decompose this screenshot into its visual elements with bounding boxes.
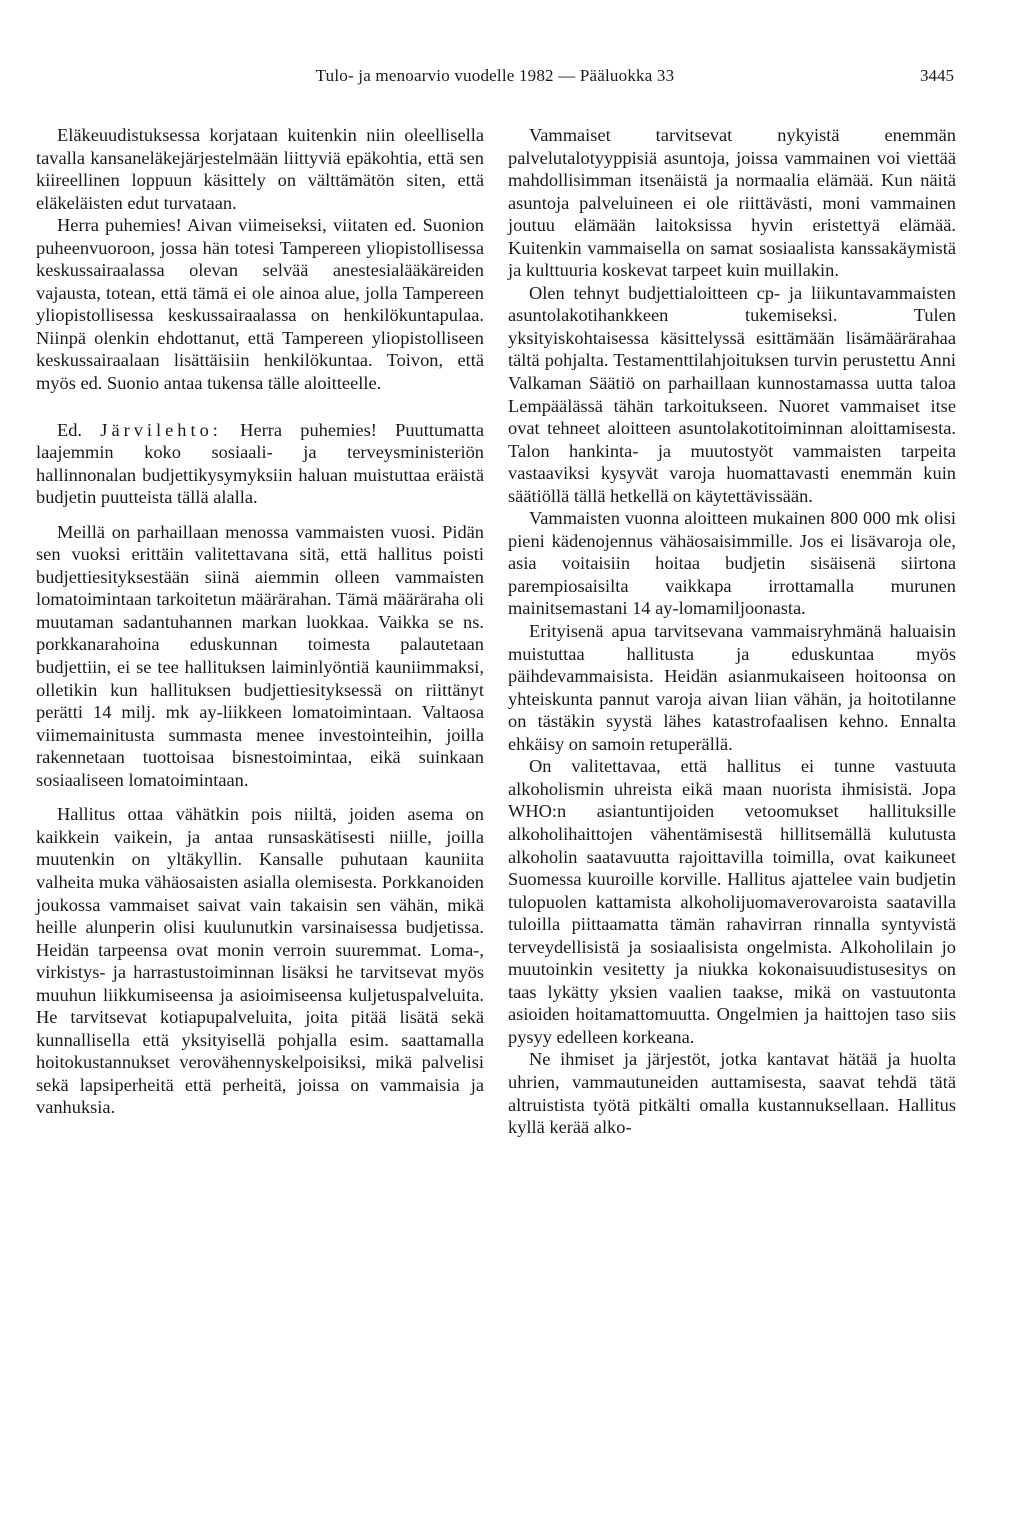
left-column <box>36 124 484 1119</box>
speaker-text: Herra puhemies! Puuttumatta laajemmin koko sosiaali- ja terveysministeriön hallinnonalan budjettikysymyksiin haluan muistuttaa eräistä budjetin puutteista tällä alalla. <box>36 419 484 508</box>
paragraph: On valitettavaa, että hallitus ei tunne vastuuta alkoholismin uhreista eikä maan nuorista ihmisistä. Jopa WHO:n asiantuntijoiden vetoomukset hallituksille alkoholihaittojen vähentämisestä hillitsemällä kulutusta alkoholin saatavuutta rajoittavilla toimilla, ovat kaikuneet Suomessa kuuroille korville. Hallitus ajattelee vain budjetin tulopuolen kattamista alkoholijuomaverovaroista saatavilla tuloilla piittaamatta tämän rahavirran rinnalla syntyvistä terveydellisistä ja sosiaalisista ongelmista. Alkoholilain jo muutoinkin vesitetty ja niukka kokonaisuudistusesitys on taas lykätty yksien vaalien taakse, mikä on vastuutonta asioiden hoitamattomuutta. Ongelmien ja haittojen taso siis pysyy edelleen korkeana. <box>508 756 956 1047</box>
paragraph: Olen tehnyt budjettialoitteen cp- ja liikuntavammaisten asuntolakotihankkeen tukemiseksi. Tulen yksityiskohtaisessa käsittelyssä esittämään lisämäärärahaa tältä pohjalta. Testamenttilahjoituksen turvin perustettu Anni Valkaman Säätiö on parhaillaan kunnostamassa uutta taloa Lempäälässä tähän tarkoitukseen. Nuoret vammaiset itse ovat tehneet aloitteen asuntolakotitoiminnan aloittamisesta. Talon hankinta- ja muutostyöt vammaisten tarpeita vastaaviksi kysyvät varoja huomattavasti enemmän kuin säätiöllä tällä hetkellä on käytettävissään. <box>508 282 956 506</box>
running-title: Tulo- ja menoarvio vuodelle 1982 — Pääluokka 33 <box>315 66 675 85</box>
paragraph: Ne ihmiset ja järjestöt, jotka kantavat hätää ja huolta uhrien, vammautuneiden auttamisesta, saavat tehdä tätä altruistista työtä pitkälti omalla kustannuksellaan. Hallitus kyllä kerää alko- <box>508 1049 956 1138</box>
page-number: 3445 <box>920 66 954 85</box>
page-header <box>36 66 954 88</box>
speaker-name: Järvilehto: <box>100 419 222 440</box>
speaker-paragraph <box>36 419 484 509</box>
paragraph: Meillä on parhaillaan menossa vammaisten vuosi. Pidän sen vuoksi erittäin valitettavana sitä, että hallitus poisti budjettiesityksestään siinä aiemmin olleen vammaisten lomatoimintaan tarkoitetun määrärahan. Tämä määräraha oli muutaman sadantuhannen markan luokkaa. Vaikka se ns. porkkanarahoina eduskunnan toimesta palautetaan budjettiin, ei se tee hallituksen laiminlyöntiä kauniimmaksi, olletikin kun hallituksen budjettiesityksessä on riittänyt perätti 14 milj. mk ay-liikkeen lomatoimintaan. Valtaosa viimemainitusta summasta menee investointeihin, joilla rakennetaan tuottoisaa bisnestoimintaa, eikä suinkaan sosiaaliseen lomatoimintaan. <box>36 521 484 790</box>
paragraph: Erityisenä apua tarvitsevana vammaisryhmänä haluaisin muistuttaa hallitusta ja eduskuntaa myös päihdevammaisista. Heidän asianmukaiseen hoitoonsa on yhteiskunta pannut varoja aivan liian vähän, ja hoitotilanne on tästäkin syystä lähes katastrofaalisen kehno. Ennalta ehkäisy on samoin retuperällä. <box>508 621 956 754</box>
paragraph: Herra puhemies! Aivan viimeiseksi, viitaten ed. Suonion puheenvuoroon, jossa hän totesi Tampereen yliopistollisessa keskussairaalassa olevan selvää anestesialääkäreiden vajausta, totean, että tämä ei ole ainoa alue, jolla Tampereen yliopistollisessa keskussairaalassa on henkilökuntapulaa. Niinpä olenkin ehdottanut, että Tampereen yliopistolliseen keskussairaalaan lisättäisiin henkilökuntaa. Toivon, että myös ed. Suonio antaa tukensa tälle aloitteelle. <box>36 215 484 394</box>
speaker-prefix: Ed. <box>57 419 83 440</box>
paragraph: Vammaisten vuonna aloitteen mukainen 800 000 mk olisi pieni kädenojennus vähäosaisimmille. Jos ei lisävaroja ole, asia voitaisiin hoitaa budjetin sisäisenä siirtona parempiosaisilta vaikkapa irrottamalla murunen mainitsemastani 14 ay-lomamiljoonasta. <box>508 508 956 619</box>
paragraph: Hallitus ottaa vähätkin pois niiltä, joiden asema on kaikkein vaikein, ja antaa runsaskätisesti niille, joilla muutenkin on yltäkyllin. Kansalle puhutaan kauniita valheita muka vähäosaisten asialla olemisesta. Porkkanoiden joukossa vammaiset saivat vain takaisin sen vähän, mikä heille alunperin olisi kuulunutkin varsinaisessa budjetissa. Heidän tarpeensa ovat monin verroin suuremmat. Loma-, virkistys- ja harrastustoiminnan lisäksi he tarvitsevat myös muuhun liikkumiseensa ja asioimiseensa kuljetuspalveluita. He tarvitsevat kotiapupalveluita, joita pitää lisätä sekä kunnallisella että yksityisellä pohjalla esim. saattamalla hoitokustannukset verovähennyskelpoisiksi, mikä palvelisi sekä lapsiperheitä että perheitä, joissa on vammaisia ja vanhuksia. <box>36 804 484 1118</box>
right-column <box>508 124 956 1139</box>
paragraph: Vammaiset tarvitsevat nykyistä enemmän palvelutalotyyppisiä asuntoja, joissa vammainen voi viettää mahdollisimman itsenäistä ja normaalia elämää. Kun näitä asuntoja palveluineen ei ole riittävästi, moni vammainen joutuu elämään laitoksissa hyvin eristettyä elämää. Kuitenkin vammaisella on samat sosiaalista kanssakäymistä ja kulttuuria koskevat tarpeet kuin muillakin. <box>508 125 956 281</box>
paragraph: Eläkeuudistuksessa korjataan kuitenkin niin oleellisella tavalla kansaneläkejärjestelmään liittyviä epäkohtia, että sen kiireellinen loppuun käsittely on välttämätön siten, että eläkeläisten edut turvataan. <box>36 125 484 213</box>
